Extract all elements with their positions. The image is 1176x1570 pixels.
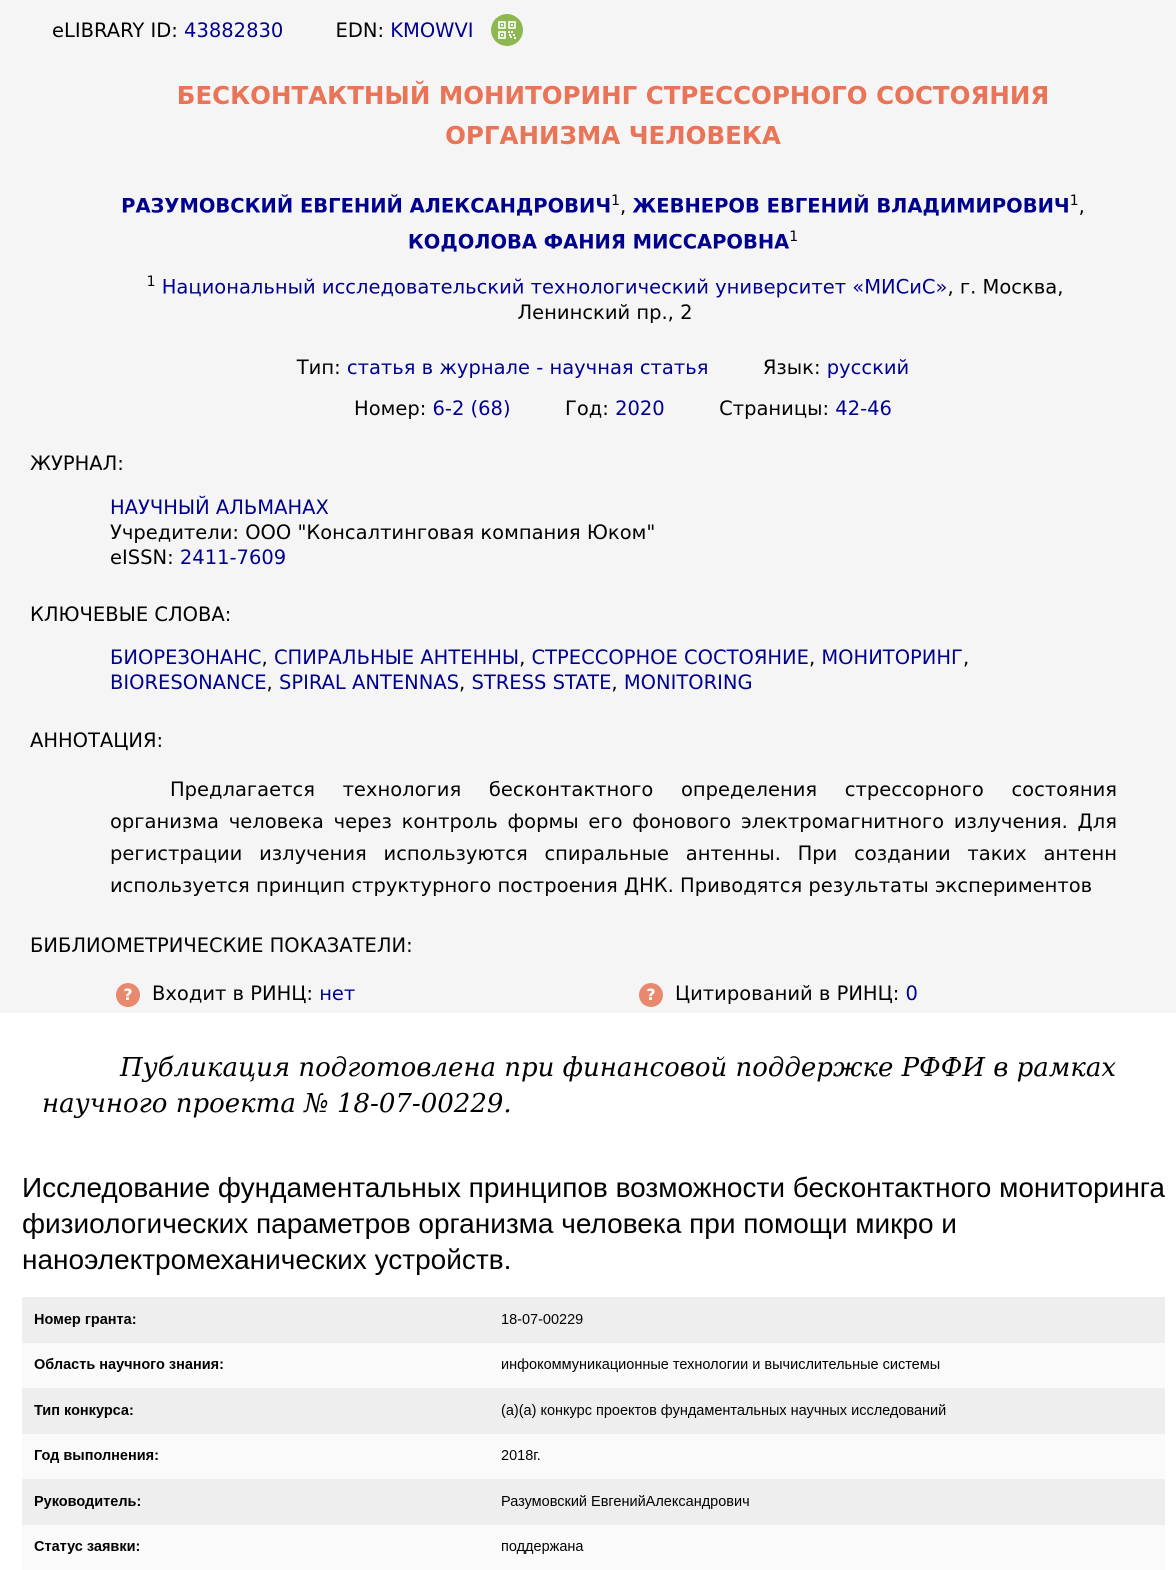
row-value: (а)(а) конкурс проектов фундаментальных научных исследований [489,1388,1165,1434]
row-value: 2018г. [489,1434,1165,1480]
pages-label: Страницы: [719,397,830,420]
keyword-link[interactable]: БИОРЕЗОНАНС [110,646,262,669]
author-link[interactable]: РАЗУМОВСКИЙ ЕВГЕНИЙ АЛЕКСАНДРОВИЧ [121,194,612,218]
author-link[interactable]: ЖЕВНЕРОВ ЕВГЕНИЙ ВЛАДИМИРОВИЧ [632,194,1070,218]
journal-info [110,495,655,570]
keyword-link[interactable]: STRESS STATE [471,671,612,694]
type-link[interactable]: статья в журнале - научная статья [346,356,709,379]
year-link[interactable]: 2020 [615,397,665,420]
edn-link[interactable]: KMOWVI [390,19,474,42]
edn-label: EDN: [335,19,385,42]
help-icon[interactable]: ? [639,983,663,1007]
issue-link[interactable]: 6-2 (68) [432,397,511,420]
table-row [22,1525,1165,1570]
language-label: Язык: [762,356,821,379]
eissn-label: eISSN: [110,546,174,569]
table-row [22,1388,1165,1434]
author-link[interactable]: КОДОЛОВА ФАНИЯ МИССАРОВНА [407,230,790,253]
rinc-label: Входит в РИНЦ: [152,982,313,1005]
affiliation-mark: 1 [611,193,621,209]
row-key: Статус заявки: [22,1525,489,1570]
year-label: Год: [564,397,609,420]
table-row [22,1479,1165,1525]
row-key: Номер гранта: [22,1297,489,1343]
row-key: Область научного знания: [22,1343,489,1389]
keyword-link[interactable]: СТРЕССОРНОЕ СОСТОЯНИЕ [531,646,809,669]
citations-value[interactable]: 0 [905,982,918,1005]
row-value: поддержана [489,1525,1165,1570]
help-icon[interactable]: ? [116,983,140,1007]
table-row [22,1343,1165,1389]
keywords-heading: КЛЮЧЕВЫЕ СЛОВА: [30,603,232,626]
keyword-link[interactable]: МОНИТОРИНГ [821,646,963,669]
title-line-2: ОРГАНИЗМА ЧЕЛОВЕКА [445,121,781,150]
project-title: Исследование фундаментальных принципов возможности бесконтактного мониторинга физиологических параметров организма человека при помощи микро и наноэлектромеханических устройств. [22,1172,1165,1275]
journal-heading: ЖУРНАЛ: [30,452,124,475]
rinc-value: нет [319,982,356,1005]
rinc-indicator [116,982,355,1007]
row-key: Тип конкурса: [22,1388,489,1434]
keyword-link[interactable]: MONITORING [623,671,753,694]
eissn-link[interactable]: 2411-7609 [179,546,287,569]
article-type-row [0,356,1176,379]
affiliation-mark: 1 [1069,193,1079,209]
abstract-heading: АННОТАЦИЯ: [30,729,164,752]
affiliation [90,270,1120,325]
organization-link[interactable]: Национальный исследовательский технологический университет «МИСиС» [161,275,948,299]
issue-label: Номер: [354,397,427,420]
authors: РАЗУМОВСКИЙ ЕВГЕНИЙ АЛЕКСАНДРОВИЧ$^1$, ЖЕВНЕРОВ ЕВГЕНИЙ ВЛАДИМИРОВИЧ$^1$, КОДОЛОВА ФАНИЯ МИССАРОВНА$^1$ [121,193,1085,253]
citations-label: Цитирований в РИНЦ: [675,982,900,1005]
journal-founders: Учредители: ООО "Консалтинговая компания Юком" [110,521,656,544]
article-title [0,76,1176,156]
language-link[interactable]: русский [826,356,910,379]
elibrary-id-link[interactable]: 43882830 [184,19,284,42]
row-key: Год выполнения: [22,1434,489,1480]
elibrary-id-label: eLIBRARY ID: [52,19,178,42]
grant-table [22,1297,1165,1570]
row-value: 18-07-00229 [489,1297,1165,1343]
table-row [22,1297,1165,1343]
citations-indicator [639,982,918,1007]
affiliation-address: , г. Москва, Ленинский пр., 2 [517,275,1064,324]
id-header [52,19,474,42]
keyword-link[interactable]: SPIRAL ANTENNAS [278,671,460,694]
title-line-1: БЕСКОНТАКТНЫЙ МОНИТОРИНГ СТРЕССОРНОГО СОСТОЯНИЯ [176,81,1050,110]
bibliometrics-heading: БИБЛИОМЕТРИЧЕСКИЕ ПОКАЗАТЕЛИ: [30,934,413,957]
keywords-list: БИОРЕЗОНАНС, СПИРАЛЬНЫЕ АНТЕННЫ, СТРЕССОРНОЕ СОСТОЯНИЕ, МОНИТОРИНГ, BIORESONANCE, SPIRAL ANTENNAS, STRESS STATE, MONITORING [110,646,970,694]
affiliation-number: 1 [146,274,156,290]
abstract-text: Предлагается технология бесконтактного определения стрессорного состояния организма человека через контроль формы его фонового электромагнитного излучения. Для регистрации излучения используются спиральные антенны. При создании таких антенн используется принцип структурного построения ДНК. Приводятся результаты экспериментов [110,778,1117,897]
row-value: Разумовский ЕвгенийАлександрович [489,1479,1165,1525]
keyword-link[interactable]: BIORESONANCE [110,671,267,694]
qr-code-icon[interactable] [491,14,523,46]
type-label: Тип: [296,356,341,379]
issue-row [0,397,1176,420]
keyword-link[interactable]: СПИРАЛЬНЫЕ АНТЕННЫ [273,646,520,669]
affiliation-mark: 1 [789,228,799,245]
funding-note: Публикация подготовлена при финансовой поддержке РФФИ в рамках научного проекта № 18-07-00229. [42,1053,1117,1119]
journal-link[interactable]: НАУЧНЫЙ АЛЬМАНАХ [110,496,329,519]
pages-value: 42-46 [835,397,892,420]
table-row [22,1434,1165,1480]
row-key: Руководитель: [22,1479,489,1525]
row-value: инфокоммуникационные технологии и вычислительные системы [489,1343,1165,1389]
